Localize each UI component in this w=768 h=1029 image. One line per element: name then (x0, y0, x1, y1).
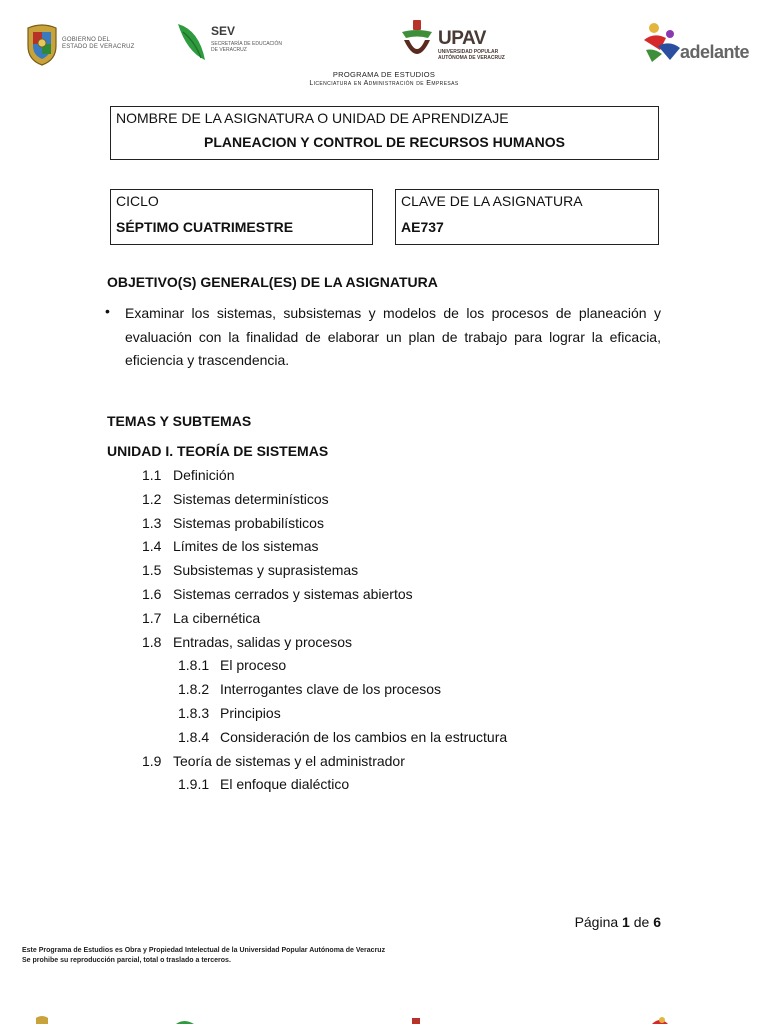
page-total: 6 (653, 914, 661, 930)
upav-line2: AUTÓNOMA DE VERACRUZ (438, 54, 505, 61)
footer-line2: Se prohibe su reproducción parcial, total o traslado a terceros. (22, 957, 231, 964)
page-middle: de (633, 914, 650, 930)
topic-text: Subsistemas y suprasistemas (173, 562, 359, 579)
upav-subtitle (438, 50, 505, 61)
topic-number: 1.1 (142, 467, 162, 483)
sev-line1: SECRETARÍA DE EDUCACIÓN (211, 41, 283, 47)
subject-value: PLANEACION Y CONTROL DE RECURSOS HUMANOS (204, 134, 565, 150)
gobierno-veracruz-logo (24, 22, 139, 68)
footer-line1: Este Programa de Estudios es Obra y Propiedad Intelectual de la Universidad Popular Autónoma de Veracruz (22, 947, 386, 954)
upav-emblem-icon (398, 18, 436, 68)
topic-text: Límites de los sistemas (173, 538, 319, 555)
sev-subtitle (211, 42, 282, 53)
topic-text: Principios (220, 705, 281, 721)
ciclo-box (110, 189, 373, 245)
upav-title: UPAV (438, 28, 486, 49)
sev-logo (175, 20, 290, 68)
topic-text: Sistemas probabilísticos (173, 514, 324, 531)
topic-number: 1.8.4 (178, 728, 210, 745)
program-subtitle: Licenciatura en Administración de Empresas (309, 80, 459, 87)
next-page-logos (0, 1010, 768, 1024)
clave-box (395, 189, 659, 245)
partial-logos-icon (0, 1010, 768, 1024)
topic-text: Sistemas cerrados y sistemas abiertos (173, 586, 413, 602)
topic-number: 1.9 (142, 752, 162, 769)
topic-number: 1.8 (142, 633, 162, 650)
topic-number: 1.6 (142, 586, 162, 602)
page-current: 1 (622, 914, 630, 930)
program-title: PROGRAMA DE ESTUDIOS (332, 70, 436, 79)
sev-line2: DE VERACRUZ (211, 46, 247, 53)
topic-text: El proceso (220, 657, 287, 674)
ciclo-label: CICLO (116, 193, 159, 209)
topic-number: 1.3 (142, 514, 162, 531)
topic-number: 1.2 (142, 490, 162, 507)
adelante-logo (640, 20, 752, 68)
bullet-icon: • (105, 303, 110, 319)
objetivo-text: Examinar los sistemas, subsistemas y modelos de los procesos de planeación y evaluación con la finalidad de elaborar un plan de trabajo para lograr la eficacia, eficiencia y trascendencia. (125, 305, 661, 368)
topic-number: 1.8.3 (178, 705, 210, 721)
gobierno-text (62, 37, 135, 51)
topic-text: Teoría de sistemas y el administrador (173, 752, 405, 769)
clave-label: CLAVE DE LA ASIGNATURA (401, 193, 583, 209)
state-seal-icon (24, 22, 60, 66)
topic-text: Sistemas determinísticos (173, 490, 329, 507)
upav-logo (398, 18, 513, 68)
sev-title: SEV (211, 24, 236, 38)
topic-text: Interrogantes clave de los procesos (220, 681, 442, 698)
sev-leaf-icon (175, 20, 211, 68)
topic-number: 1.4 (142, 538, 162, 555)
topic-number: 1.5 (142, 562, 162, 579)
gob-line2: ESTADO DE VERACRUZ (62, 44, 135, 50)
page-prefix: Página (574, 914, 619, 930)
topic-text: El enfoque dialéctico (220, 776, 350, 793)
subject-label: NOMBRE DE LA ASIGNATURA O UNIDAD DE APRENDIZAJE (116, 110, 509, 126)
upav-line1: UNIVERSIDAD POPULAR (438, 49, 499, 55)
adelante-text: adelante (680, 42, 750, 62)
clave-value: AE737 (401, 219, 444, 235)
ciclo-value: SÉPTIMO CUATRIMESTRE (116, 219, 294, 235)
topic-number: 1.9.1 (178, 776, 210, 793)
topic-number: 1.8.2 (178, 681, 210, 698)
topic-number: 1.7 (142, 609, 162, 626)
topic-text: La cibernética (173, 609, 261, 626)
unidad-heading: UNIDAD I. TEORÍA DE SISTEMAS (107, 443, 329, 459)
temas-heading: TEMAS Y SUBTEMAS (107, 413, 252, 429)
page-number (560, 914, 661, 930)
topic-text: Consideración de los cambios en la estructura (220, 728, 508, 745)
topic-number: 1.8.1 (178, 657, 210, 674)
topic-text: Definición (173, 467, 235, 483)
adelante-figures-icon (640, 20, 684, 66)
subject-name-box (110, 106, 659, 160)
objetivo-heading: OBJETIVO(S) GENERAL(ES) DE LA ASIGNATURA (107, 274, 438, 290)
topic-text: Entradas, salidas y procesos (173, 633, 352, 650)
gob-line1: GOBIERNO DEL (62, 37, 111, 43)
footer-notice (22, 946, 385, 966)
